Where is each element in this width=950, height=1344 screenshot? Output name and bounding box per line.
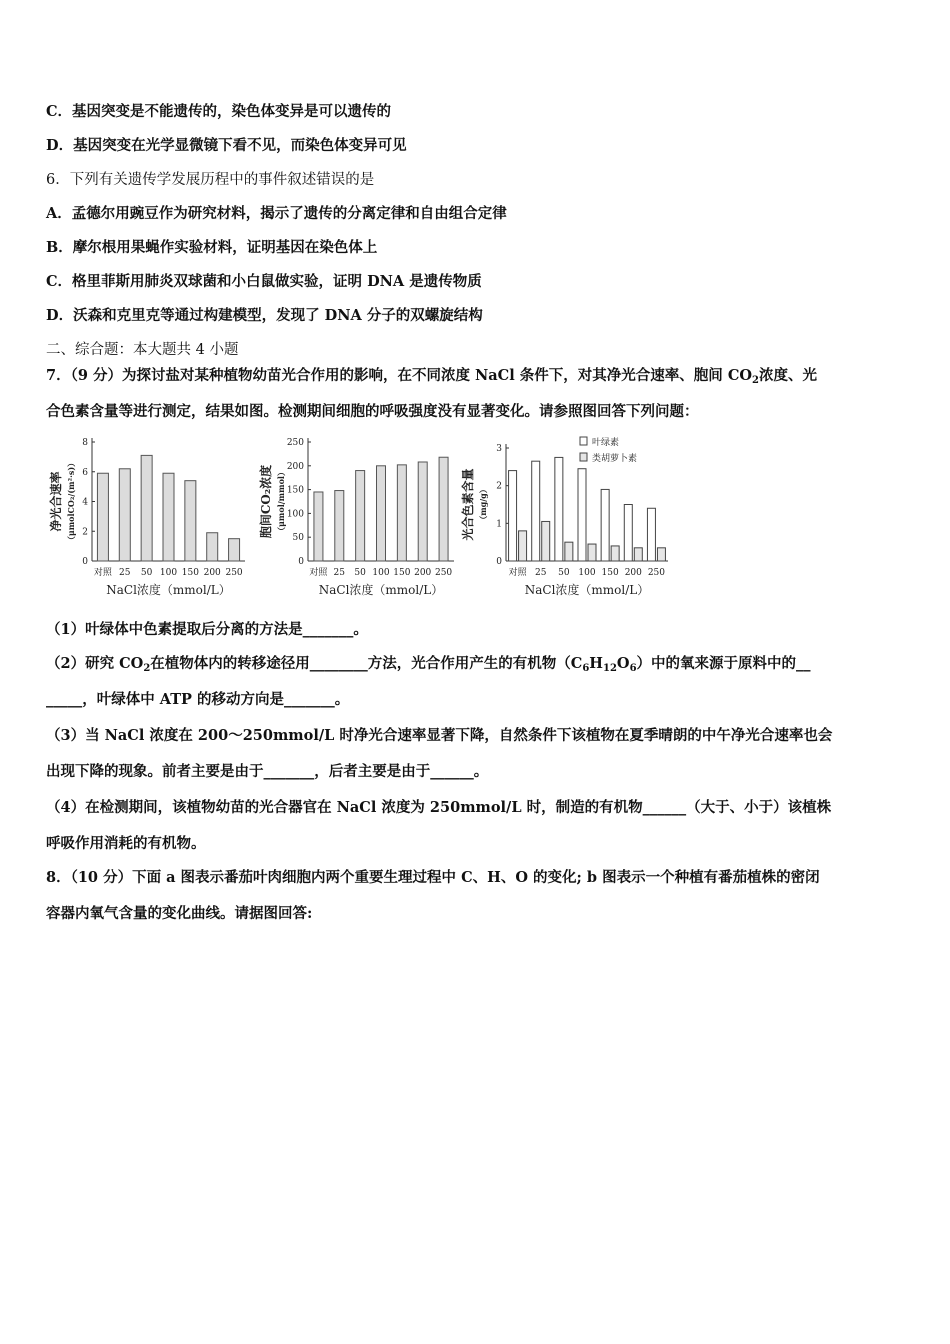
p2-sub-4: 6	[629, 663, 637, 674]
sub-question-2-line-2: _____，叶绿体中 ATP 的移动方向是_______。	[46, 691, 350, 708]
x-tick-label: 200	[414, 568, 432, 578]
y-tick-label: 6	[82, 467, 88, 478]
x-axis-label: NaCl浓度（mmol/L）	[524, 583, 650, 597]
x-tick-label: 250	[225, 568, 243, 578]
y-axis-unit: （mg/g）	[478, 485, 488, 524]
bar-chlorophyll	[532, 461, 540, 561]
bar-carotenoid	[634, 548, 642, 561]
x-tick-label: 对照	[508, 568, 527, 578]
y-tick-label: 50	[292, 533, 304, 544]
y-tick-label: 4	[82, 497, 88, 508]
bar	[418, 462, 427, 561]
bar-chlorophyll	[555, 457, 563, 561]
y-tick-label: 2	[82, 527, 88, 538]
legend-swatch	[580, 437, 587, 445]
question-7-line-2: 合色素含量等进行测定，结果如图。检测期间细胞的呼吸强度没有显著变化。请参照图回答下列问题：	[46, 403, 699, 420]
x-tick-label: 50	[558, 568, 570, 578]
legend-label: 类胡萝卜素	[592, 454, 638, 464]
p2-d: O	[616, 655, 630, 672]
sub-question-3-line-1: （3）当 NaCl 浓度在 200～250mmol/L 时净光合速率显著下降，自然条件下该植物在夏季晴朗的中午净光合速率也会	[46, 727, 833, 744]
legend-label: 叶绿素	[592, 438, 620, 448]
question-8-line-1: 8．（10 分）下面 a 图表示番茄叶肉细胞内两个重要生理过程中 C、H、O 的变化; b 图表示一个种植有番茄植株的密闭	[46, 869, 820, 886]
bar-chlorophyll	[624, 505, 632, 562]
bar-chlorophyll	[509, 471, 517, 561]
y-tick-label: 8	[82, 438, 88, 448]
chart-pigment-content	[462, 434, 672, 602]
x-tick-label: 200	[624, 568, 642, 578]
bar	[377, 466, 386, 561]
y-tick-label: 1	[496, 519, 502, 530]
option-c-q5: C．基因突变是不能遗传的，染色体变异是可以遗传的	[46, 103, 392, 120]
sub-question-2-line-1	[46, 654, 811, 679]
bar-carotenoid	[542, 521, 550, 561]
chart-2-svg	[462, 434, 672, 602]
x-tick-label: 25	[119, 568, 131, 578]
p2-sub-1: 2	[143, 663, 151, 674]
bar	[141, 455, 152, 561]
y-axis-unit: （μmolCO₂/(m²·s)）	[66, 458, 76, 545]
section-heading: 二、综合题：本大题共 4 小题	[46, 342, 239, 358]
bar	[185, 481, 196, 561]
y-tick-label: 250	[286, 438, 304, 448]
bar-carotenoid	[519, 531, 527, 561]
y-tick-label: 200	[286, 461, 304, 472]
bar	[335, 491, 344, 561]
x-tick-label: 50	[354, 568, 366, 578]
x-axis-label: NaCl浓度（mmol/L）	[106, 583, 231, 597]
bar-chlorophyll	[601, 489, 609, 561]
option-c-q6: C．格里菲斯用肺炎双球菌和小白鼠做实验，证明 DNA 是遗传物质	[46, 273, 482, 290]
bar	[163, 473, 174, 561]
x-tick-label: 150	[393, 568, 411, 578]
bar	[356, 471, 365, 561]
x-tick-label: 150	[181, 568, 199, 578]
bar	[207, 533, 218, 561]
p2-sub-2: 6	[582, 663, 590, 674]
q7-text-b: 浓度、光	[758, 367, 817, 384]
q7-text-a: 7．（9 分）为探讨盐对某种植物幼苗光合作用的影响，在不同浓度 NaCl 条件下，对其净光合速率、胞间 CO	[46, 367, 752, 384]
q7-sub: 2	[752, 375, 759, 386]
bar-carotenoid	[588, 544, 596, 561]
chart-1-svg	[258, 434, 458, 602]
option-b-q6: B．摩尔根用果蝇作实验材料，证明基因在染色体上	[46, 239, 378, 256]
p2-c: H	[589, 655, 603, 672]
bar	[439, 457, 448, 561]
option-d-q5: D．基因突变在光学显微镜下看不见，而染色体变异可见	[46, 137, 407, 154]
p2-b: 在植物体内的转移途径用________方法，光合作用产生的有机物（C	[150, 655, 583, 672]
y-axis-unit: （μmol/mmol）	[276, 468, 286, 535]
bar	[314, 492, 323, 561]
option-a-q6: A．孟德尔用豌豆作为研究材料，揭示了遗传的分离定律和自由组合定律	[46, 205, 507, 222]
y-tick-label: 0	[496, 557, 502, 567]
y-tick-label: 100	[286, 509, 304, 520]
question-8-line-2: 容器内氧气含量的变化曲线。请据图回答:	[46, 905, 313, 922]
y-axis-label: 胞间CO₂浓度	[259, 464, 273, 539]
p2-e: ）中的氧来源于原料中的__	[636, 655, 811, 672]
x-tick-label: 对照	[309, 568, 328, 578]
x-tick-label: 100	[159, 568, 178, 578]
y-tick-label: 0	[82, 557, 88, 567]
x-tick-label: 100	[578, 568, 596, 578]
chart-net-photosynthesis	[50, 434, 250, 602]
p2-a: （2）研究 CO	[46, 655, 144, 672]
option-d-q6: D．沃森和克里克等通过构建模型，发现了 DNA 分子的双螺旋结构	[46, 307, 483, 324]
x-axis-label: NaCl浓度（mmol/L）	[318, 583, 444, 597]
bar-chlorophyll	[578, 469, 586, 561]
bar-carotenoid	[657, 548, 665, 561]
sub-question-1: （1）叶绿体中色素提取后分离的方法是_______。	[46, 621, 368, 638]
x-tick-label: 对照	[93, 568, 112, 578]
x-tick-label: 25	[333, 568, 346, 578]
y-axis-label: 光合色素含量	[461, 468, 475, 541]
bar-chlorophyll	[647, 508, 655, 561]
x-tick-label: 50	[140, 568, 153, 578]
y-tick-label: 2	[496, 481, 502, 492]
sub-question-3-line-2: 出现下降的现象。前者主要是由于_______，后者主要是由于______。	[46, 763, 489, 780]
sub-question-4-line-2: 呼吸作用消耗的有机物。	[46, 835, 206, 852]
y-tick-label: 150	[286, 485, 304, 496]
bar	[119, 469, 130, 561]
p2-sub-3: 12	[603, 663, 617, 674]
x-tick-label: 150	[601, 568, 619, 578]
x-tick-label: 250	[434, 568, 453, 578]
y-tick-label: 0	[298, 557, 304, 567]
legend-swatch	[580, 453, 587, 461]
bar-carotenoid	[611, 546, 619, 561]
chart-0-svg	[50, 434, 250, 602]
bar-carotenoid	[565, 542, 573, 561]
x-tick-label: 25	[534, 568, 547, 578]
x-tick-label: 200	[203, 568, 221, 578]
question-7-line-1	[46, 366, 817, 391]
bar	[97, 473, 108, 561]
x-tick-label: 250	[647, 568, 666, 578]
chart-intercellular-co2	[258, 434, 458, 602]
bar	[397, 465, 406, 561]
y-axis-label: 净光合速率	[49, 471, 63, 532]
y-tick-label: 3	[496, 444, 502, 454]
sub-question-4-line-1: （4）在检测期间，该植物幼苗的光合器官在 NaCl 浓度为 250mmol/L 时，制造的有机物______（大于、小于）该植株	[46, 799, 832, 816]
bar	[229, 539, 240, 561]
question-6: 6．下列有关遗传学发展历程中的事件叙述错误的是	[46, 172, 375, 188]
x-tick-label: 100	[372, 568, 390, 578]
figure-charts	[50, 434, 670, 602]
